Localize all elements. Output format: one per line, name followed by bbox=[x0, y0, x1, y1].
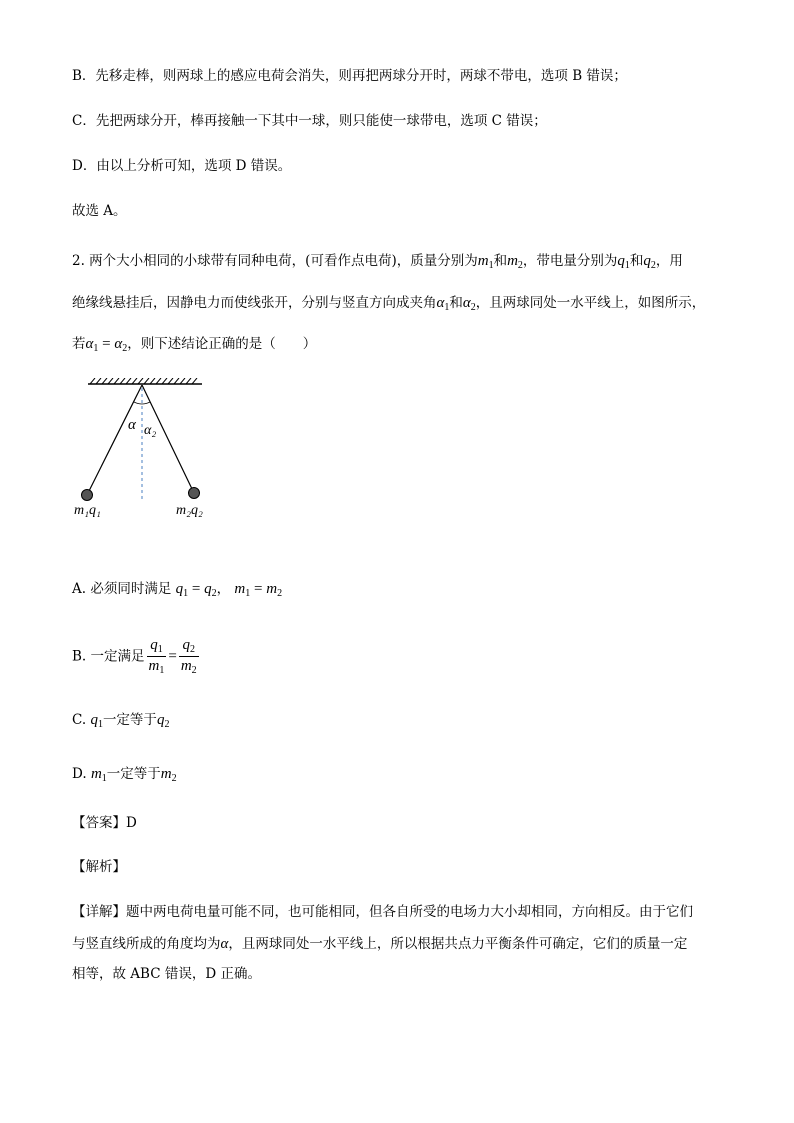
angle-right-label: α₂ bbox=[144, 423, 157, 438]
question-line-3: 若$\alpha_1 = \alpha_2$，则下述结论正确的是（ ） bbox=[72, 336, 317, 354]
angle-left-label: α bbox=[128, 417, 136, 433]
question-line-2: 绝缘线悬挂后，因静电力而使线张开，分别与竖直方向成夹角$\alpha_1$和$\alpha_2$，且两球同处一水平线上，如图所示， bbox=[72, 295, 706, 313]
answer-line bbox=[72, 817, 137, 831]
fraction-q1-m1: $\frac{q_1}{m_1}$ bbox=[148, 637, 165, 676]
question-line-1: 2. 两个大小相同的小球带有同种电荷，(可看作点电荷)，质量分别为$m_1$和$m_2$，带电量分别为$q_1$和$q_2$，用 bbox=[72, 253, 683, 271]
detail-line-3: 相等，故 ABC 错误，D 正确。 bbox=[72, 966, 261, 982]
ceiling bbox=[88, 378, 202, 384]
answer-value: D bbox=[126, 815, 137, 831]
left-ball-label: m₁q₁ bbox=[74, 503, 101, 518]
alpha1-symbol: $\alpha_1$ bbox=[436, 295, 450, 313]
left-ball bbox=[82, 490, 93, 501]
m2-symbol: $m_2$ bbox=[507, 253, 523, 271]
pendulum-figure bbox=[70, 378, 220, 523]
right-ball-label: m₂q₂ bbox=[176, 503, 203, 518]
option-b-explanation: B．先移走棒，则两球上的感应电荷会消失，则再把两球分开时，两球不带电，选项 B 错误； bbox=[72, 68, 627, 84]
m-equality: $m_1 = m_2$ bbox=[234, 581, 283, 599]
option-d[interactable]: D. $m_1$一定等于$m_2$ bbox=[72, 766, 177, 784]
q2-symbol: $q_2$ bbox=[643, 253, 656, 271]
answer-tag: 【答案】 bbox=[72, 815, 126, 831]
option-a[interactable]: A. 必须同时满足 $q_1 = q_2$， $m_1 = m_2$ bbox=[72, 581, 283, 599]
alpha-equality: $\alpha_1 = \alpha_2$ bbox=[85, 336, 128, 354]
alpha2-symbol: $\alpha_2$ bbox=[462, 295, 476, 313]
q1-symbol: $q_1$ bbox=[617, 253, 630, 271]
left-string bbox=[88, 385, 142, 493]
option-b[interactable]: B. 一定满足 $\frac{q_1}{m_1}$ = $\frac{q_2}{m_2}$ bbox=[72, 637, 197, 676]
option-c[interactable]: C. $q_1$一定等于$q_2$ bbox=[72, 712, 170, 730]
detail-line-2: 与竖直线所成的角度均为α，且两球同处一水平线上，所以根据共点力平衡条件可确定，它们的质量一定 bbox=[72, 936, 688, 952]
conclusion: 故选 A。 bbox=[72, 203, 127, 219]
detail-line-1: 【详解】题中两电荷电量可能不同，也可能相同，但各自所受的电场力大小却相同，方向相反。由于它们 bbox=[72, 904, 693, 920]
option-c-explanation: C．先把两球分开，棒再接触一下其中一球，则只能使一球带电，选项 C 错误； bbox=[72, 113, 547, 129]
q-equality: $q_1 = q_2$ bbox=[175, 581, 217, 599]
m1-symbol: $m_1$ bbox=[477, 253, 494, 271]
right-ball bbox=[189, 488, 200, 499]
option-d-explanation: D．由以上分析可知，选项 D 错误。 bbox=[72, 158, 292, 174]
fraction-q2-m2: $\frac{q_2}{m_2}$ bbox=[180, 637, 197, 676]
detail-tag: 【详解】 bbox=[72, 904, 126, 920]
right-string bbox=[142, 385, 193, 491]
analysis-tag: 【解析】 bbox=[72, 859, 126, 875]
